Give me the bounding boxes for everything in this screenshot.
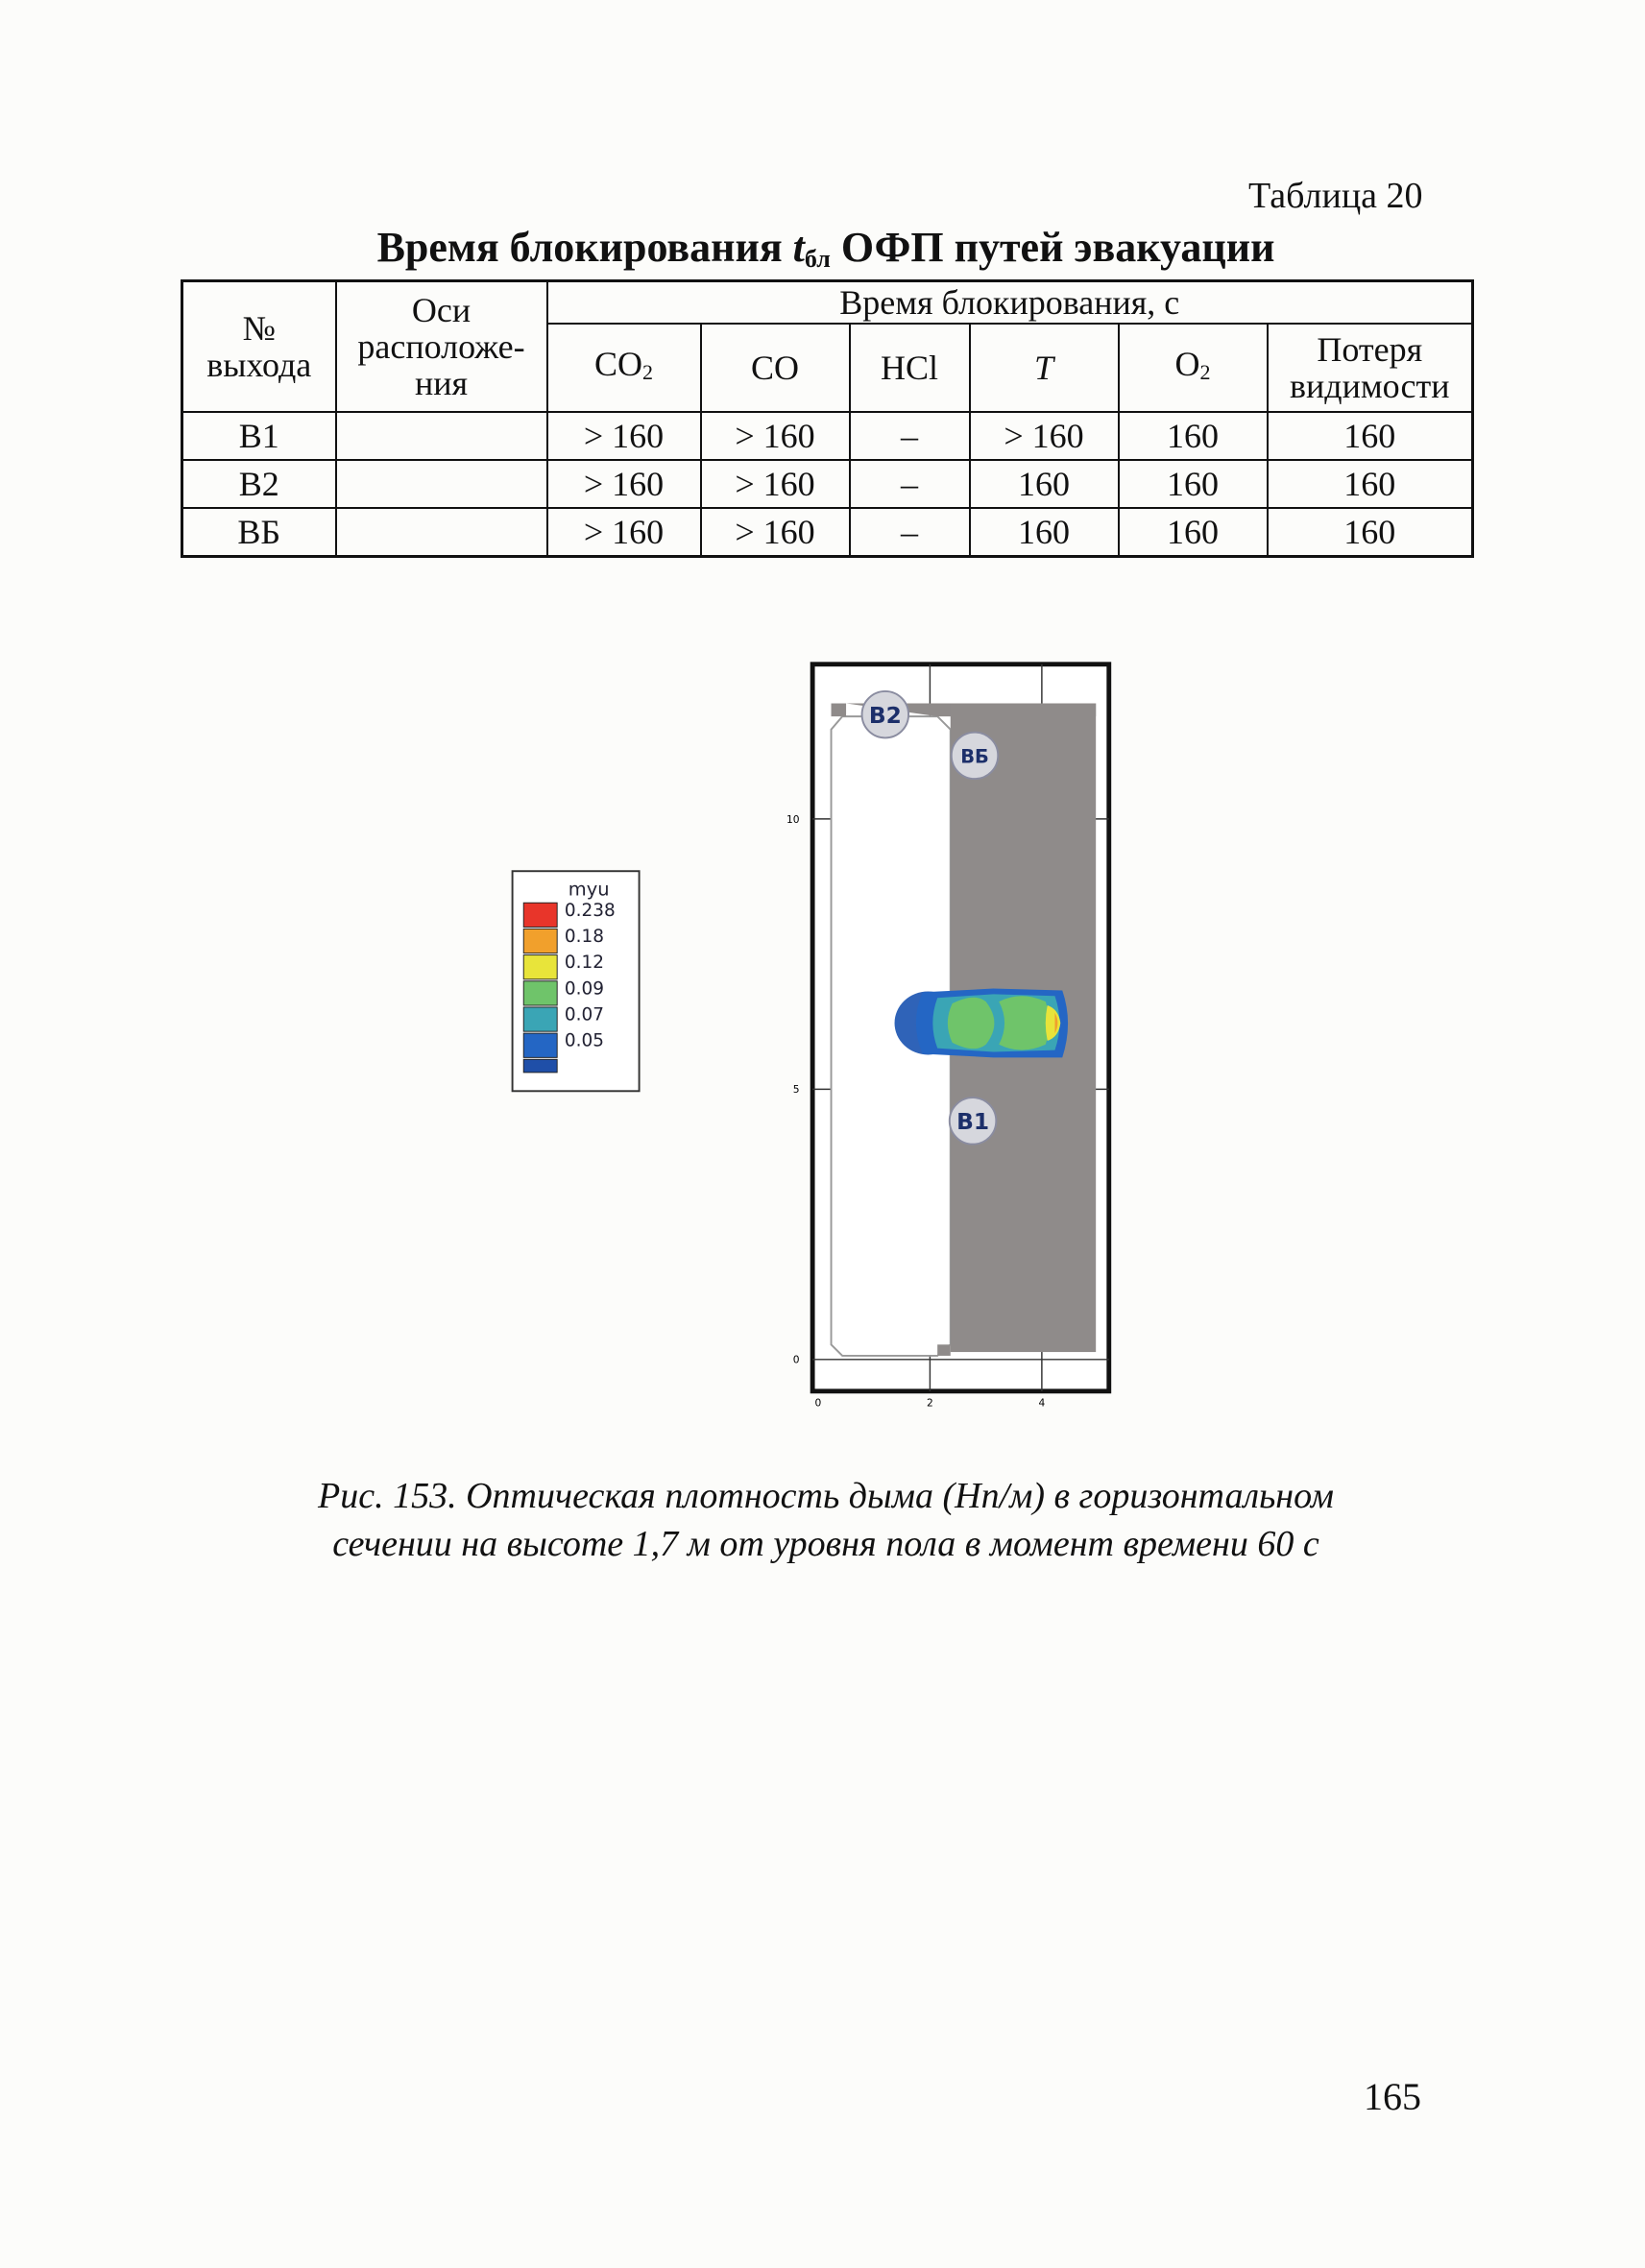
blocking-time-table <box>181 279 1474 558</box>
y-tick-label: 0 <box>792 1353 800 1366</box>
cell-exit: ВБ <box>182 508 336 557</box>
svg-text:В1: В1 <box>956 1109 990 1136</box>
legend-value: 0.12 <box>564 953 605 974</box>
legend-value: 0.238 <box>564 900 616 921</box>
x-tick-label: 4 <box>1038 1396 1046 1410</box>
legend-value: 0.09 <box>564 978 605 1000</box>
table-title-prefix: Время блокирования <box>376 224 783 271</box>
exit-marker-vb <box>952 733 999 780</box>
y-tick-label: 5 <box>792 1083 800 1097</box>
exit-marker-b2 <box>862 691 909 738</box>
y-tick-label: 10 <box>786 812 800 826</box>
legend-title: myu <box>568 878 610 901</box>
smoke-plume <box>895 989 1069 1058</box>
table-title-suffix: ОФП путей эвакуации <box>840 224 1275 271</box>
figure-caption <box>181 1472 1471 1568</box>
legend-swatch <box>523 929 557 953</box>
header-col-visibility: Потеря видимости <box>1268 324 1473 412</box>
header-exit-no: № выхода <box>182 281 336 413</box>
cell-exit: В2 <box>182 460 336 508</box>
cell-value: 160 <box>1268 508 1473 557</box>
legend-swatch <box>523 903 557 927</box>
table-label: Таблица 20 <box>1248 176 1423 216</box>
table-title-sub: бл <box>804 245 831 273</box>
table-row <box>182 508 1473 557</box>
smoke-density-figure <box>499 653 1133 1421</box>
table-title <box>181 223 1471 274</box>
legend-swatch <box>523 981 557 1005</box>
cell-value: > 160 <box>701 508 850 557</box>
cell-value: > 160 <box>547 508 701 557</box>
svg-text:ВБ: ВБ <box>960 745 989 768</box>
cell-value: 160 <box>970 508 1119 557</box>
cell-value: > 160 <box>701 460 850 508</box>
legend <box>513 871 640 1091</box>
cell-value: 160 <box>1268 460 1473 508</box>
cell-value: > 160 <box>547 460 701 508</box>
page-number: 165 <box>1364 2075 1421 2118</box>
header-axes: Оси расположе-ния <box>336 281 547 413</box>
cell-value: > 160 <box>701 412 850 460</box>
table-row <box>182 412 1473 460</box>
exit-marker-b1 <box>950 1098 997 1145</box>
cell-exit: В1 <box>182 412 336 460</box>
header-col-o2: $O_2$ <box>1119 324 1268 412</box>
cell-axes <box>336 412 547 460</box>
header-col-hcl: HCl <box>850 324 970 412</box>
cell-value: – <box>850 508 970 557</box>
table-row <box>182 460 1473 508</box>
cell-value: – <box>850 460 970 508</box>
x-tick-label: 2 <box>927 1396 933 1410</box>
cell-value: 160 <box>1119 412 1268 460</box>
caption-line-2: сечении на высоте 1,7 м от уровня пола в момент времени 60 с <box>332 1524 1319 1564</box>
legend-swatch <box>523 1033 557 1057</box>
cell-axes <box>336 460 547 508</box>
cell-value: > 160 <box>547 412 701 460</box>
table-title-symbol: t <box>792 224 805 271</box>
x-tick-label: 0 <box>814 1396 822 1410</box>
cell-value: 160 <box>1119 508 1268 557</box>
header-col-t: T <box>970 324 1119 412</box>
caption-line-1: Рис. 153. Оптическая плотность дыма (Нп/м) в горизонтальном <box>318 1476 1334 1516</box>
cell-value: > 160 <box>970 412 1119 460</box>
cell-axes <box>336 508 547 557</box>
legend-value: 0.18 <box>564 927 605 947</box>
cell-value: – <box>850 412 970 460</box>
header-col-co2: $CO_2$ <box>547 324 701 412</box>
header-col-co: CO <box>701 324 850 412</box>
legend-swatch <box>523 1059 557 1073</box>
legend-value: 0.05 <box>564 1030 605 1051</box>
legend-swatch <box>523 955 557 979</box>
legend-swatch <box>523 1007 557 1031</box>
legend-value: 0.07 <box>564 1004 605 1025</box>
cell-value: 160 <box>1268 412 1473 460</box>
svg-text:В2: В2 <box>868 702 902 729</box>
cell-value: 160 <box>970 460 1119 508</box>
plot <box>786 664 1109 1410</box>
cell-value: 160 <box>1119 460 1268 508</box>
header-blocking-time: Время блокирования, с <box>547 281 1473 325</box>
